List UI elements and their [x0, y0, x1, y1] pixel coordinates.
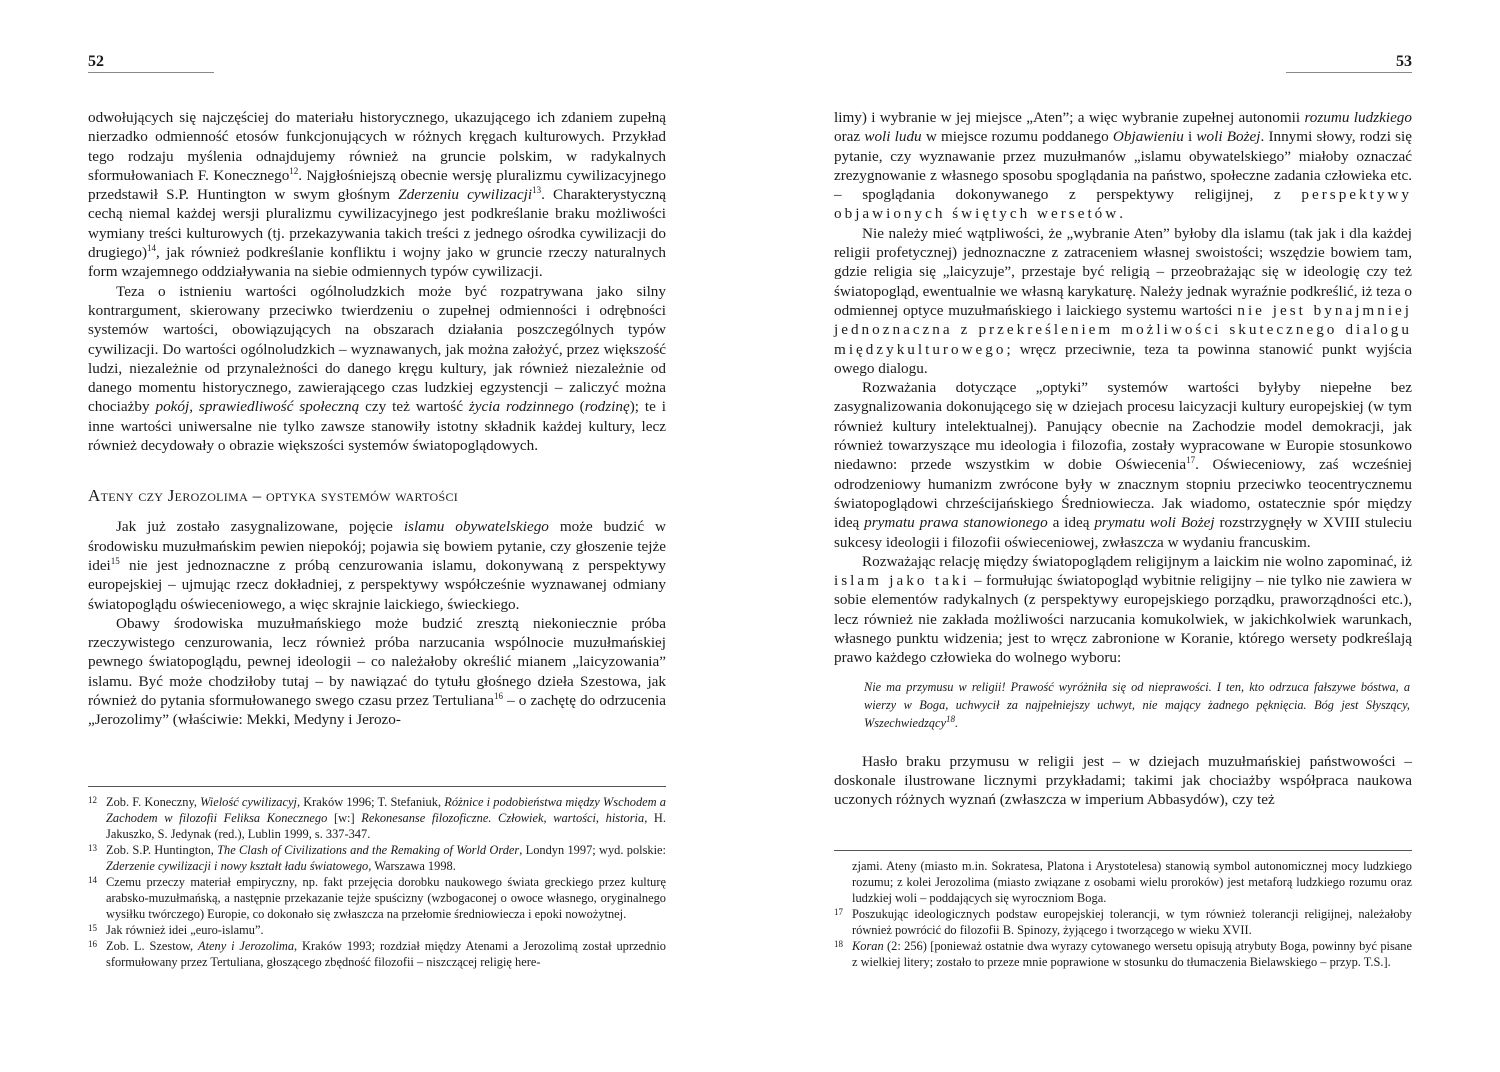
footnote-rule: [834, 850, 1412, 851]
spaced-emphasis: perspektywy objawionych świętych wersetów: [834, 186, 1412, 223]
footnote-number: 18: [834, 939, 843, 949]
footnote-ref[interactable]: 17: [1186, 455, 1196, 466]
block-quote: Nie ma przymusu w religii! Prawość wyróżniła się od nieprawości. I ten, kto odrzuca fałszywe bóstwa, a wierzy w Boga, uchwycił za najpełniejszy uchwyt, nie mający żadnego pęknięcia. Bóg jest Słyszący, Wszechwiedzący$^{18}$.: [864, 679, 1410, 730]
footnote-ref[interactable]: 18: [945, 713, 955, 724]
main-text: [834, 108, 1412, 810]
spaced-emphasis: nie jest bynajmniej jednoznaczna z przekreśleniem możliwości skutecznego dialogu międzykulturowego: [834, 301, 1412, 358]
paragraph: limy) i wybranie w jej miejsce „Aten”; a więc wybranie zupełnej autonomii rozumu ludzkiego oraz woli ludu w miejsce rozumu poddanego Objawieniu i woli Bożej. Innymi słowy, rodzi się pytanie, czy wyznawanie przez muzułmanów „islamu obywatelskiego” miałoby oznaczać zrezygnowanie z własnego sposobu spoglądania na państwo, społeczne zadania człowieka etc. – spoglądania dokonywanego z perspektywy religijnej, z perspektywy objawionych świętych wersetów.: [834, 109, 1413, 223]
section-heading: Ateny czy Jerozolima – optyka systemów wartości: [88, 486, 459, 506]
footnote: 15 Jak również idei „euro-islamu”.: [88, 923, 264, 937]
left-page: [88, 0, 666, 1072]
footnote-ref[interactable]: 14: [147, 243, 157, 254]
footnote: 18 Koran (2: 256) [ponieważ ostatnie dwa wyrazy cytowanego wersetu opisują atrybuty Boga, powinny być pisane z wielkiej litery; zostało to przeze mnie poprawione w stosunku do tłumaczenia Bielawskiego – przyp. T.S.].: [834, 939, 1412, 969]
footnote-ref[interactable]: 16: [494, 690, 504, 701]
footnotes: [88, 794, 666, 970]
footnote-ref[interactable]: 15: [110, 555, 120, 566]
page-number: 52: [88, 53, 104, 70]
footnote: 12 Zob. F. Koneczny, Wielość cywilizacyj, Kraków 1996; T. Stefaniuk, Różnice i podobieństwa między Wschodem a Zachodem w filozofii Feliksa Konecznego [w:] Rekonesanse filozoficzne. Człowiek, wartości, historia, H. Jakuszko, S. Jedynak (red.), Lublin 1999, s. 337-347.: [88, 795, 666, 841]
header-rule: [1286, 72, 1412, 73]
main-text: [88, 108, 666, 730]
footnote-ref[interactable]: 12: [289, 165, 299, 176]
footnote-rule: [88, 786, 666, 787]
footnote: 14 Czemu przeczy materiał empiryczny, np. fakt przejęcia dorobku naukowego świata greckiego przez kulturę arabsko-muzułmańską, a następnie przekazanie tejże spuścizny (wzbogaconej o owoce własnego, oryginalnego wysiłku twórczego) Europie, co dokonało się zwłaszcza na przełomie średniowiecza i epoki nowożytnej.: [88, 875, 666, 921]
paragraph: Obawy środowiska muzułmańskiego może budzić zresztą niekoniecznie próba rzeczywistego cenzurowania, lecz również próba narzucania wspólnocie muzułmańskiej pewnego światopoglądu, pewnej ideologii – co należałoby określić mianem „laicyzowania” islamu. Być może chodziłoby tutaj – by nawiązać do tytułu głośnego dzieła Szestowa, jak również do pytania sformułowanego swego czasu przez Tertuliana$^{16}$ – o zachętę do odrzucenia „Jerozolimy” (właściwie: Mekki, Medyny i Jerozo-: [88, 614, 666, 729]
paragraph: Hasło braku przymusu w religii jest – w dziejach muzułmańskiej państwowości – doskonale ilustrowane licznymi przykładami; takimi jak chociażby współpraca naukowa uczonych różnych wyznań (zwłaszcza w imperium Abbasydów), czy też: [834, 752, 1412, 809]
footnote: 13 Zob. S.P. Huntington, The Clash of Civilizations and the Remaking of World Order, Londyn 1997; wyd. polskie: Zderzenie cywilizacji i nowy kształt ładu światowego, Warszawa 1998.: [88, 843, 666, 873]
paragraph: Jak już zostało zasygnalizowane, pojęcie islamu obywatelskiego może budzić w środowisku muzułmańskim pewien niepokój; pojawia się bowiem pytanie, czy głoszenie tejże idei$^{15}$ nie jest jednoznaczne z próbą cenzurowania islamu, dokonywaną z perspektywy europejskiej – ujmując rzecz dokładniej, z perspektywy współcześnie wyznawanej odmiany światopoglądu oświeceniowego, a więc skrajnie laickiego, świeckiego.: [88, 518, 667, 613]
footnotes: [834, 858, 1412, 970]
paragraph: Rozważając relację między światopoglądem religijnym a laickim nie wolno zapominać, iż islam jako taki – formułując światopogląd wybitnie religijny – nie tylko nie zawiera w sobie elementów radykalnych (z perspektywy europejskiego porządku, praworządności etc.), lecz również nie zakłada możliwości narzucania komukolwiek, w jakichkolwiek warunkach, własnego punktu widzenia; jest to wręcz zabronione w Koranie, którego wersety podkreślają prawo każdego człowieka do wolnego wyboru:: [834, 552, 1413, 667]
footnote-ref[interactable]: 13: [532, 185, 542, 196]
footnote-number: 17: [834, 907, 843, 917]
paragraph: Rozważania dotyczące „optyki” systemów wartości byłyby niepełne bez zasygnalizowania dokonującego się w dziejach procesu laicyzacji kultury europejskiej (w tym również kultury intelektualnej). Panujący obecnie na Zachodzie model demokracji, jak również towarzyszące mu ideologia i filozofia, zostały wypracowane w Europie stosunkowo niedawno: przede wszystkim w dobie Oświecenia$^{17}$. Oświeceniowy, zaś wcześniej odrodzeniowy humanizm zwrócone były w znacznym stopniu przeciwko teocentrycznemu światopoglądowi chrześcijańskiego Średniowiecza. Jak wiadomo, ostatecznie spór między ideą prymatu prawa stanowionego a ideą prymatu woli Bożej rozstrzygnęły w XVIII stuleciu sukcesy ideologii i filozofii oświeceniowej, zwłaszcza w wydaniu francuskim.: [834, 379, 1412, 551]
right-page: [834, 0, 1412, 1072]
footnote-number: 15: [88, 923, 97, 933]
footnote: 16 Zob. L. Szestow, Ateny i Jerozolima, Kraków 1993; rozdział między Atenami a Jerozolimą został uprzednio sformułowany przez Tertuliana, głoszącego zbędność filozofii – niszczącej religię here-: [88, 939, 666, 969]
paragraph: Nie należy mieć wątpliwości, że „wybranie Aten” byłoby dla islamu (tak jak i dla każdej religii profetycznej) jednoznaczne z zatraceniem własnej swoistości; wszędzie bowiem tam, gdzie religia się „laicyzuje”, przestaje być religią – przeobrażając się w ideologię czy też światopogląd, ewentualnie we własną karykaturę. Należy jednak wyraźnie podkreślić, iż teza o odmiennej optyce muzułmańskiego i laickiego systemu wartości nie jest bynajmniej jednoznaczna z przekreśleniem możliwości skutecznego dialogu międzykulturowego; wręcz przeciwnie, teza ta powinna stanowić punkt wyjścia owego dialogu.: [834, 224, 1412, 377]
footnote-number: 16: [88, 939, 97, 949]
header-rule: [88, 72, 214, 73]
page-number: 53: [1396, 53, 1412, 70]
paragraph: Teza o istnieniu wartości ogólnoludzkich może być rozpatrywana jako silny kontrargument, skierowany przeciwko twierdzeniu o zupełnej odmienności i odrębności systemów wartości, obowiązujących na obszarach działania poszczególnych typów cywilizacji. Do wartości ogólnoludzkich – wyznawanych, jak można założyć, przez większość ludzi, niezależnie od przynależności do danego kręgu kultury, jak również niezależnie od danego momentu historycznego, zawierającego czas ludzkiej egzystencji – zaliczyć można chociażby pokój, sprawiedliwość społeczną czy też wartość życia rodzinnego (rodzinę); te i inne wartości uniwersalne nie tylko zawsze stanowiły istotny składnik każdej kultury, lecz również decydowały o obrazie większości systemów światopoglądowych.: [88, 282, 666, 455]
footnote-continuation: zjami. Ateny (miasto m.in. Sokratesa, Platona i Arystotelesa) stanowią symbol autonomicznej mocy ludzkiego rozumu; z kolei Jerozolima (miasto związane z osobami wielu proroków) jest metaforą ludzkiego rozumu oraz ludzkiej woli – poddających się wyroczniom Boga.: [852, 859, 1412, 905]
footnote-number: 13: [88, 843, 97, 853]
footnote-number: 14: [88, 875, 97, 885]
footnote-number: 12: [88, 795, 97, 805]
spaced-emphasis: islam jako taki: [834, 572, 970, 590]
footnote: 17 Poszukując ideologicznych podstaw europejskiej tolerancji, w tym również tolerancji religijnej, należałoby również powrócić do filozofii B. Spinozy, żyjącego i tworzącego w wieku XVII.: [834, 907, 1412, 937]
paragraph: odwołujących się najczęściej do materiału historycznego, ukazującego ich zdaniem zupełną nierzadko odmienność etosów funkcjonujących w różnych kręgach kulturowych. Przykład tego rodzaju myślenia odnajdujemy również na gruncie polskim, w radykalnych sformułowaniach F. Konecznego$^{12}$. Najgłośniejszą obecnie wersję pluralizmu cywilizacyjnego przedstawił S.P. Huntington w swym głośnym Zderzeniu cywilizacji$^{13}$. Charakterystyczną cechą niemal każdej wersji pluralizmu cywilizacyjnego jest podkreślanie braku możliwości wymiany treści kulturowych (tj. przekazywania takich treści z jednego ośrodka cywilizacji do drugiego)$^{14}$, jak również podkreślanie konfliktu i wojny jako w gruncie rzeczy naturalnych form wzajemnego oddziaływania na siebie odmiennych typów cywilizacji.: [88, 109, 666, 281]
